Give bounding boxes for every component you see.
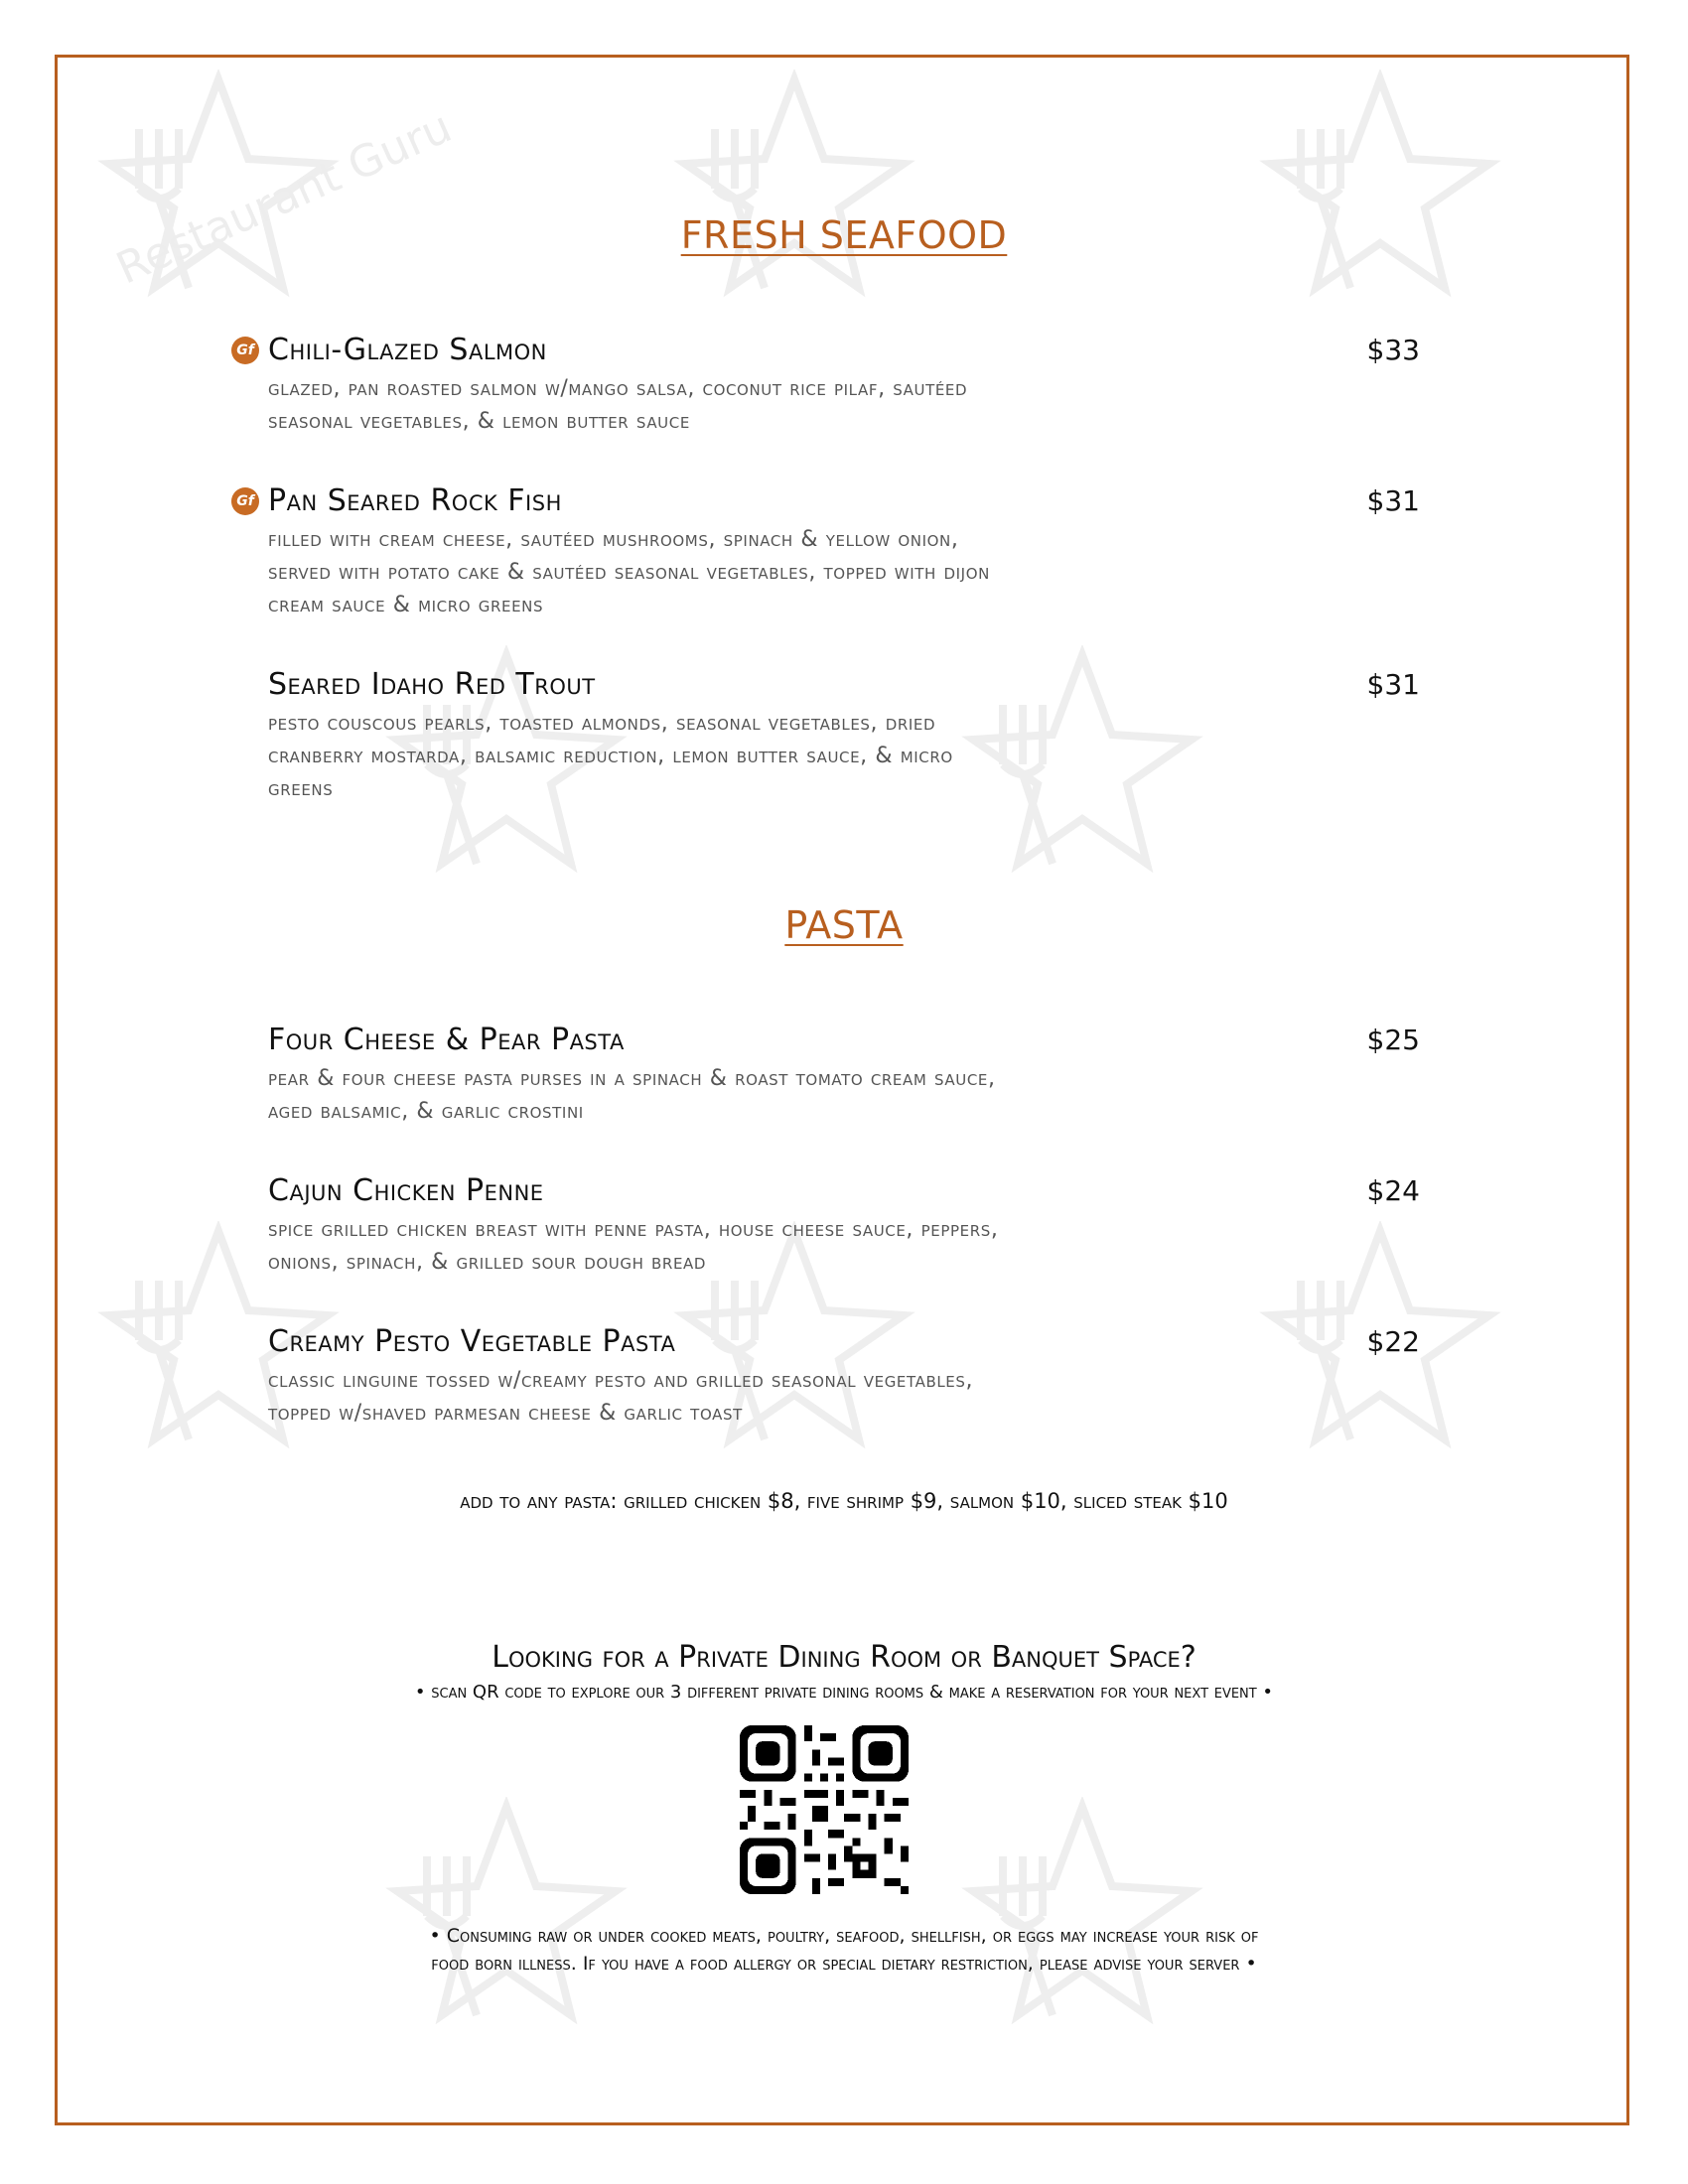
gluten-free-badge-icon: Gf [231,487,259,515]
item-name: Four Cheese & Pear Pasta [268,1023,625,1057]
item-description-line: glazed, pan roasted salmon w/mango salsa, coconut rice pilaf, sautéed [268,376,968,401]
item-description [268,707,1261,805]
disclaimer-line: food born illness. If you have a food allergy or special dietary restriction, please advise your server • [431,1953,1257,1975]
item-description-line: cream sauce & micro greens [268,593,544,617]
item-name: Chili-Glazed Salmon [268,333,547,367]
item-description-line: cranberry mostarda, balsamic reduction, lemon butter sauce, & micro [268,744,953,768]
private-dining-heading: Looking for a Private Dining Room or Banquet Space? [492,1640,1196,1675]
item-description [268,1062,1261,1128]
item-description-line: aged balsamic, & garlic crostini [268,1099,584,1124]
item-name: Creamy Pesto Vegetable Pasta [268,1324,676,1359]
item-price: $31 [1366,484,1420,517]
item-description-line: onions, spinach, & grilled sour dough bread [268,1250,707,1275]
item-description-line: filled with cream cheese, sautéed mushrooms, spinach & yellow onion, [268,527,959,552]
menu-item [268,1171,1420,1279]
item-description-line: pesto couscous pearls, toasted almonds, seasonal vegetables, dried [268,711,936,736]
item-description [268,1364,1261,1430]
menu-item [268,1021,1420,1128]
item-description-line: classic linguine tossed w/creamy pesto and grilled seasonal vegetables, [268,1368,974,1393]
pasta-addons-note: add to any pasta: grilled chicken $8, five shrimp $9, salmon $10, sliced steak $10 [460,1489,1228,1513]
item-name: Cajun Chicken Penne [268,1173,544,1208]
qr-code-icon[interactable] [740,1725,909,1894]
item-name: Pan Seared Rock Fish [268,483,562,518]
item-description-line: spice grilled chicken breast with penne pasta, house cheese sauce, peppers, [268,1217,999,1242]
item-description-line: served with potato cake & sautéed seasonal vegetables, topped with dijon [268,560,990,585]
private-dining-subtext: • scan QR code to explore our 3 different private dining rooms & make a reservation for your next event • [414,1682,1274,1703]
item-description [268,1213,1261,1279]
section-title-pasta: PASTA [784,903,904,947]
watermark-text: Restaurant Guru [109,101,460,295]
item-description-line: greens [268,776,334,801]
item-price: $31 [1366,668,1420,701]
item-price: $24 [1366,1174,1420,1207]
item-description-line: seasonal vegetables, & lemon butter sauce [268,409,690,434]
menu-item [268,665,1420,805]
item-name: Seared Idaho Red Trout [268,667,596,702]
item-price: $25 [1366,1024,1420,1056]
menu-item [268,1322,1420,1430]
item-price: $22 [1366,1325,1420,1358]
menu-item [236,481,1420,621]
item-description [268,372,1261,438]
menu-item [236,331,1420,438]
item-description [268,523,1261,621]
gluten-free-badge-icon: Gf [231,337,259,364]
item-description-line: pear & four cheese pasta purses in a spinach & roast tomato cream sauce, [268,1066,996,1091]
disclaimer-line: • Consuming raw or under cooked meats, poultry, seafood, shellfish, or eggs may increase your risk of [429,1925,1259,1947]
item-description-line: topped w/shaved parmesan cheese & garlic toast [268,1401,743,1426]
item-price: $33 [1366,334,1420,366]
food-safety-disclaimer [248,1922,1440,1978]
section-title-seafood: FRESH SEAFOOD [680,213,1008,257]
